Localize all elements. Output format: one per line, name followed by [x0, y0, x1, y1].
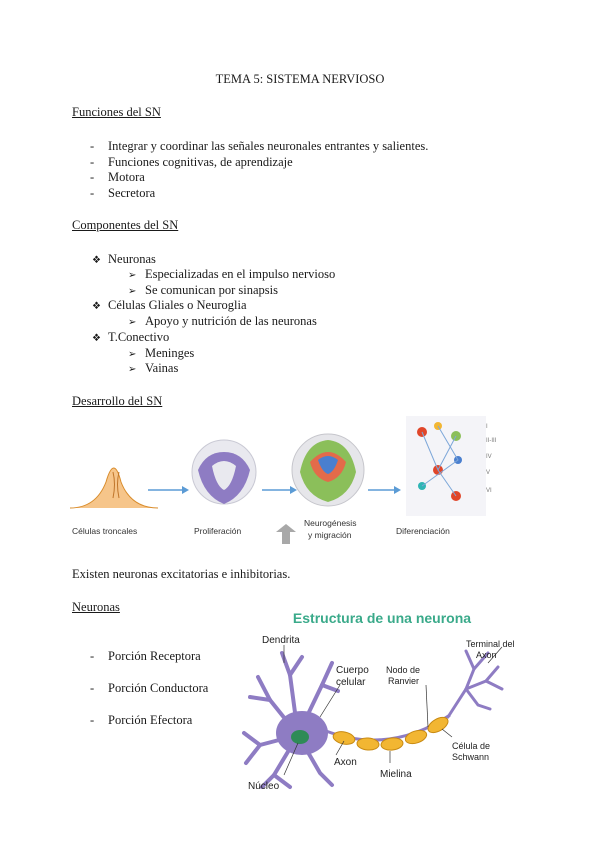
- stage-label: y migración: [308, 530, 352, 540]
- note-text: Existen neuronas excitatorias e inhibitorias.: [72, 567, 291, 581]
- componente-neuronas: ❖ Neuronas: [92, 252, 156, 266]
- label-terminal: Terminal del: [466, 639, 515, 649]
- label-nodo: Nodo de: [386, 665, 421, 675]
- diamond-bullet-icon: ❖: [92, 255, 101, 266]
- nucleus: [291, 730, 309, 744]
- subitem: ➢ Vainas: [128, 361, 179, 375]
- label-terminal: Axon: [476, 650, 497, 660]
- axon-terminal: [448, 651, 502, 717]
- svg-text:II-III: II-III: [486, 438, 497, 444]
- neuron-structure-figure: [240, 605, 530, 795]
- arrow-bullet-icon: ➢: [128, 286, 137, 297]
- arrow-bullet-icon: ➢: [128, 270, 137, 281]
- neurogenesis-stage: [292, 434, 364, 506]
- proliferation-stage: [192, 440, 256, 504]
- development-figure: [66, 412, 516, 552]
- subitem: ➢ Se comunican por sinapsis: [128, 283, 278, 297]
- svg-text:IV: IV: [486, 454, 492, 460]
- componentes-heading: Componentes del SN: [72, 218, 179, 232]
- label-cuerpo: Cuerpo: [336, 665, 369, 676]
- stage-label: Neurogénesis: [304, 518, 357, 528]
- arrow-bullet-icon: ➢: [128, 317, 137, 328]
- label-cuerpo: celular: [336, 677, 366, 688]
- differentiation-stage: [406, 416, 486, 516]
- myelin-sheath: [332, 714, 451, 751]
- subitem: ➢ Apoyo y nutrición de las neuronas: [128, 314, 317, 328]
- desarrollo-heading: Desarrollo del SN: [72, 394, 163, 408]
- componente-conectivo: ❖ T.Conectivo: [92, 330, 170, 344]
- stem-cell-stage: [70, 468, 158, 508]
- svg-text:VI: VI: [486, 488, 492, 494]
- componente-gliales: ❖ Células Gliales o Neuroglia: [92, 298, 247, 312]
- neuron-figure-title: Estructura de una neurona: [292, 610, 472, 626]
- arrow-bullet-icon: ➢: [128, 364, 137, 375]
- label-nucleo: Núcleo: [248, 781, 280, 792]
- label-nodo: Ranvier: [388, 676, 420, 686]
- diamond-bullet-icon: ❖: [92, 333, 101, 344]
- label-schwann: Schwann: [452, 752, 490, 762]
- stage-label: Diferenciación: [396, 526, 450, 536]
- label-mielina: Mielina: [380, 769, 412, 780]
- arrow-bullet-icon: ➢: [128, 349, 137, 360]
- svg-text:V: V: [486, 470, 491, 476]
- label-axon: Axon: [334, 757, 357, 768]
- funciones-heading: Funciones del SN: [72, 105, 161, 119]
- subitem: ➢ Especializadas en el impulso nervioso: [128, 267, 336, 281]
- stage-label: Proliferación: [194, 526, 242, 536]
- label-dendrita: Dendrita: [262, 635, 300, 646]
- neuronas-heading: Neuronas: [72, 600, 120, 614]
- svg-text:I: I: [486, 424, 488, 430]
- diamond-bullet-icon: ❖: [92, 301, 101, 312]
- label-schwann: Célula de: [452, 741, 491, 751]
- up-arrow-icon: [276, 524, 296, 544]
- page-title: TEMA 5: SISTEMA NERVIOSO: [215, 72, 385, 86]
- stage-label: Células troncales: [72, 526, 138, 536]
- subitem: ➢ Meninges: [128, 346, 195, 360]
